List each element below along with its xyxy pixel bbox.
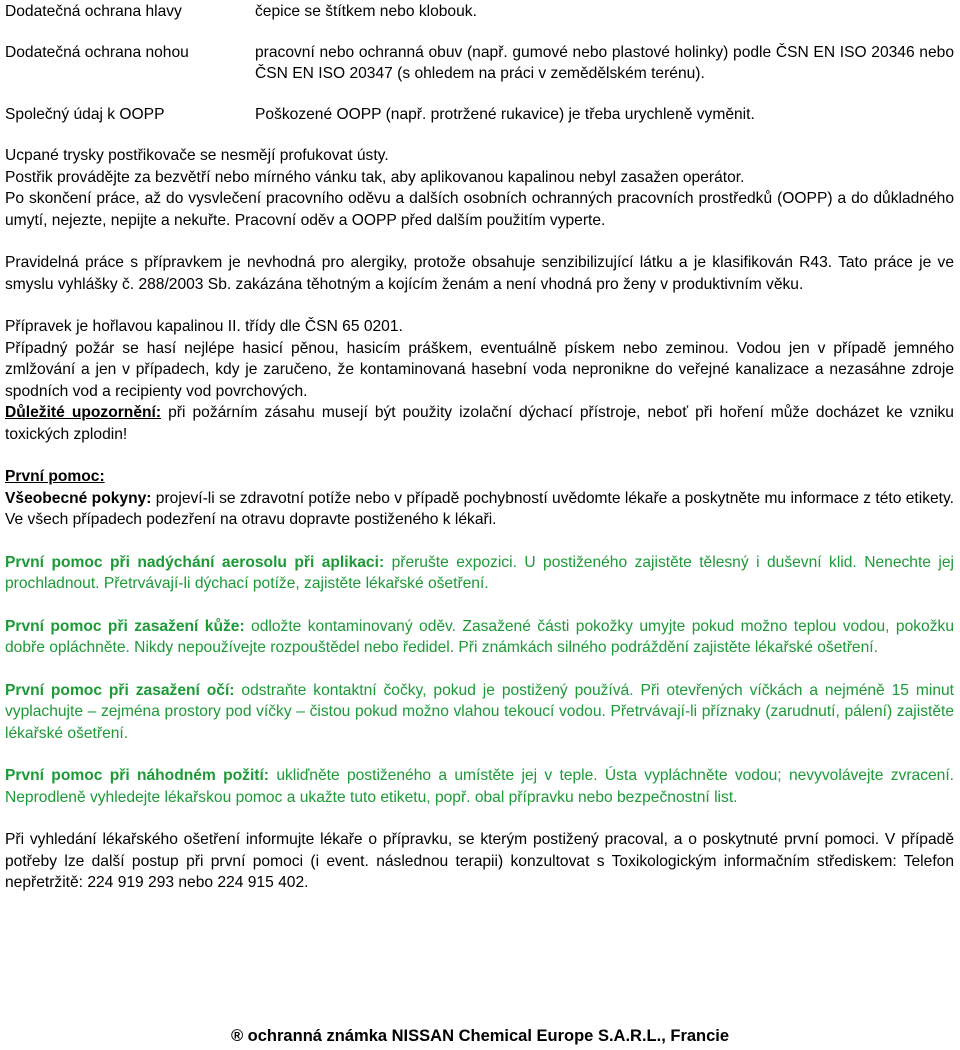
ppe-head-text: čepice se štítkem nebo klobouk. — [255, 3, 477, 20]
spraying-nozzle-note: Ucpané trysky postřikovače se nesmějí profukovat ústy. — [5, 147, 389, 164]
ppe-common-text: Poškozené OOPP (např. protržené rukavice) je třeba urychleně vyměnit. — [255, 105, 755, 123]
ppe-common-row — [5, 104, 954, 126]
first-aid-heading-text: První pomoc: — [5, 468, 105, 485]
fire-warning-label: Důležité upozornění: — [5, 404, 162, 421]
allergy-note: Pravidelná práce s přípravkem je nevhodná pro alergiky, protože obsahuje senzibilizující látku a je klasifikován R43. Tato práce je ve smyslu vyhlášky č. 288/2003 Sb. zakázána těhotným a kojícím ženám a není vhodná pro ženy v produktivním věku. — [5, 254, 954, 293]
ppe-feet-row — [5, 42, 954, 85]
first-aid-skin-label: První pomoc při zasažení kůže: — [5, 617, 245, 635]
first-aid-swallow-text: ukliďněte postiženého a umístěte jej v teple. Ústa vypláchněte vodou; nevyvolávejte zvracení. Neprodleně vyhledejte lékařskou pomoc a ukažte tuto etiketu, popř. obal přípravku nebo bezpečnostní list. — [5, 767, 955, 806]
trademark-footer: ® ochranná známka NISSAN Chemical Europe S.A.R.L., Francie — [230, 1027, 730, 1045]
ppe-head-row — [5, 1, 954, 23]
ppe-feet-text: pracovní nebo ochranná obuv (např. gumové nebo plastové holinky) podle ČSN EN ISO 20346 nebo ČSN EN ISO 20347 (s ohledem na práci v zemědělském terénu). — [255, 43, 954, 82]
ppe-common-label: Společný údaj k OOPP — [5, 105, 165, 123]
spraying-wind-note: Postřik provádějte za bezvětří nebo mírného vánku tak, aby aplikovanou kapalinou nebyl zasažen operátor. — [5, 168, 745, 186]
ppe-feet-label: Dodatečná ochrana nohou — [5, 43, 189, 61]
first-aid-inhalation-label: První pomoc při nadýchání aerosolu při aplikaci: — [5, 553, 385, 571]
first-aid-skin-text: odložte kontaminovaný oděv. Zasažené části pokožky umyjte pokud možno teplou vodou, pokožku dobře opláchněte. Nikdy nepoužívejte rozpouštědel nebo ředidel. Při známkách silného podráždění zajistěte lékařské ošetření. — [5, 617, 954, 656]
fire-class-note: Přípravek je hořlavou kapalinou II. třídy dle ČSN 65 0201. — [5, 318, 403, 335]
first-aid-swallow-label: První pomoc při náhodném požití: — [5, 767, 270, 784]
fire-warning — [5, 402, 954, 445]
ppe-head-label: Dodatečná ochrana hlavy — [5, 3, 182, 20]
first-aid-general-label: Všeobecné pokyny: — [5, 489, 152, 507]
first-aid-skin — [5, 616, 954, 659]
first-aid-eyes-text: odstraňte kontaktní čočky, pokud je postižený používá. Při otevřených víčkách a nejméně 15 minut vyplachujte – zejména prostory pod víčky – čistou pokud možno vlahou tekoucí vodou. Přetrvávají-li příznaky (zarudnutí, pálení) zajistěte lékařské ošetření. — [5, 681, 955, 742]
first-aid-eyes — [5, 680, 954, 745]
label-document — [5, 0, 954, 894]
fire-warning-text: při požárním zásahu musejí být použity izolační dýchací přístroje, neboť při hoření může docházet ke vzniku toxických zplodin! — [5, 404, 954, 443]
spraying-hygiene-note: Po skončení práce, až do vysvlečení pracovního oděvu a dalších osobních ochranných pracovních prostředků (OOPP) a do důkladného umytí, nejezte, nepijte a nekuřte. Pracovní oděv a OOPP před dalším použitím vyperte. — [5, 190, 954, 229]
fire-extinguish-note: Případný požár se hasí nejlépe hasicí pěnou, hasicím práškem, eventuálně pískem nebo zeminou. Vodou jen v případě jemného zmlžování a jen v případech, kdy je zaručeno, že kontaminovaná hasební voda nepronikne do veřejné kanalizace a nezasáhne zdroje spodních vod a recipienty vod povrchových. — [5, 339, 954, 400]
first-aid-eyes-label: První pomoc při zasažení očí: — [5, 681, 235, 699]
first-aid-heading — [5, 466, 954, 488]
first-aid-doctor-info: Při vyhledání lékařského ošetření informujte lékaře o přípravku, se kterým postižený pracoval, a o poskytnuté první pomoci. V případě potřeby lze další postup při první pomoci (i event. následnou terapii) konzultovat s Toxikologickým informačním střediskem: Telefon nepřetržitě: 224 919 293 nebo 224 915 402. — [5, 831, 954, 891]
first-aid-swallow — [5, 765, 954, 808]
first-aid-general — [5, 488, 954, 531]
first-aid-inhalation-text: přerušte expozici. U postiženého zajistěte tělesný i duševní klid. Nenechte jej prochladnout. Přetrvávají-li dýchací potíže, zajistěte lékařské ošetření. — [5, 553, 955, 592]
first-aid-general-text: projeví-li se zdravotní potíže nebo v případě pochybností uvědomte lékaře a poskytněte mu informace z této etikety. Ve všech případech podezření na otravu dopravte postiženého k lékaři. — [5, 489, 954, 528]
first-aid-inhalation — [5, 552, 954, 595]
